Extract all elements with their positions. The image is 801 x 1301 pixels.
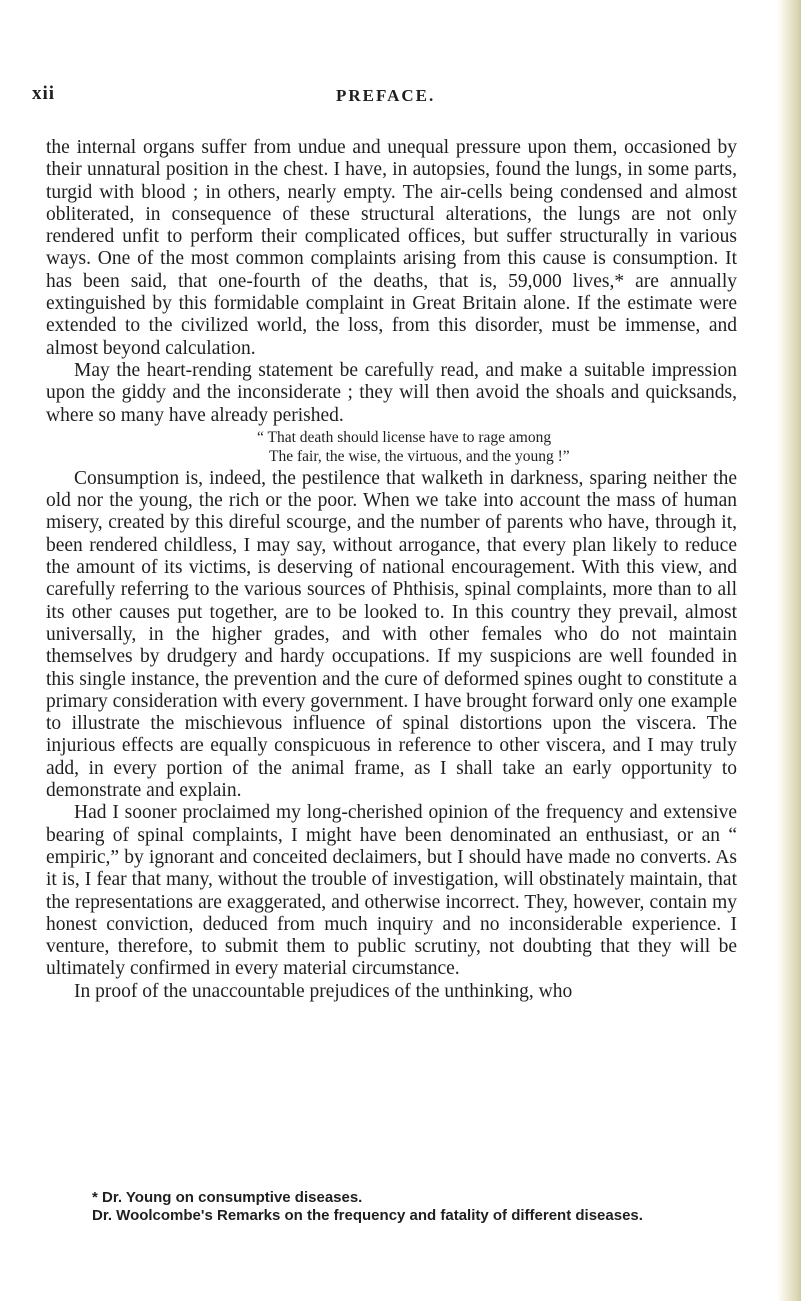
body-text bbox=[46, 137, 737, 1003]
running-head: PREFACE. bbox=[336, 86, 436, 105]
paragraph-3: Consumption is, indeed, the pestilence that walketh in darkness, sparing neither the old nor the young, the rich or the poor. When we take into account the mass of human misery, created by this direful scourge, and the number of parents who have, through it, been rendered childless, I may say, without arrogance, that every plan likely to reduce the amount of its victims, is deserving of national encouragement. With this view, and carefully referring to the various sources of Phthisis, spinal complaints, more than to all its other causes put together, are to be looked to. In this country they prevail, almost universally, in the higher grades, and with other females who do not maintain themselves by drudgery and hardy occupations. If my suspicions are well founded in this single instance, the prevention and the cure of deformed spines ought to constitute a primary consideration with every government. I have brought forward only one example to illustrate the mischievous influence of spinal distortions upon the viscera. The injurious effects are equally conspicuous in reference to other viscera, and I may truly add, in every portion of the animal frame, as I shall take an early opportunity to demonstrate and explain. bbox=[46, 467, 737, 802]
paragraph-5: In proof of the unaccountable prejudices of the unthinking, who bbox=[74, 980, 573, 1002]
paragraph-4: Had I sooner proclaimed my long-cherished opinion of the frequency and extensive bearing of spinal complaints, I might have been denominated an enthusiast, or an “ empiric,” by ignorant and conceited declaimers, but I should have made no converts. As it is, I fear that many, without the trouble of investigation, will obstinately maintain, that the representations are exaggerated, and otherwise incorrect. They, however, contain my honest conviction, deduced from much inquiry and no inconsiderable experience. I venture, therefore, to submit them to public scrutiny, not doubting that they will be ultimately confirmed in every material circumstance. bbox=[46, 802, 737, 980]
paragraph-1: the internal organs suffer from undue and unequal pressure upon them, occasioned by their unnatural position in the chest. I have, in autopsies, found the lungs, in some parts, turgid with blood ; in others, nearly empty. The air-cells being condensed and almost obliterated, in consequence of these structural alterations, the lungs are not only rendered unfit to perform their complicated offices, but suffer structurally in various ways. One of the most common complaints arising from this cause is consumption. It has been said, that one-fourth of the deaths, that is, 59,000 lives,* are annually extinguished by this formidable complaint in Great Britain alone. If the estimate were extended to the civilized world, the loss, from this disorder, must be immense, and almost beyond calculation. bbox=[46, 137, 737, 359]
quote-line-1: “ That death should license have to rage among bbox=[257, 428, 552, 446]
footnote-2: Dr. Woolcombe's Remarks on the frequency and fatality of different diseases. bbox=[92, 1207, 643, 1224]
verse-quote bbox=[46, 428, 737, 466]
footnote-1: * Dr. Young on consumptive diseases. bbox=[92, 1189, 363, 1206]
footnotes bbox=[92, 1189, 752, 1225]
quote-line-2: The fair, the wise, the virtuous, and the young !” bbox=[269, 447, 570, 465]
paragraph-2: May the heart-rending statement be carefully read, and make a suitable impression upon the giddy and the inconsiderate ; they will then avoid the shoals and quicksands, where so many have already perished. bbox=[46, 359, 737, 426]
page-number: xii bbox=[32, 83, 56, 104]
page-edge-shadow bbox=[777, 0, 801, 1301]
